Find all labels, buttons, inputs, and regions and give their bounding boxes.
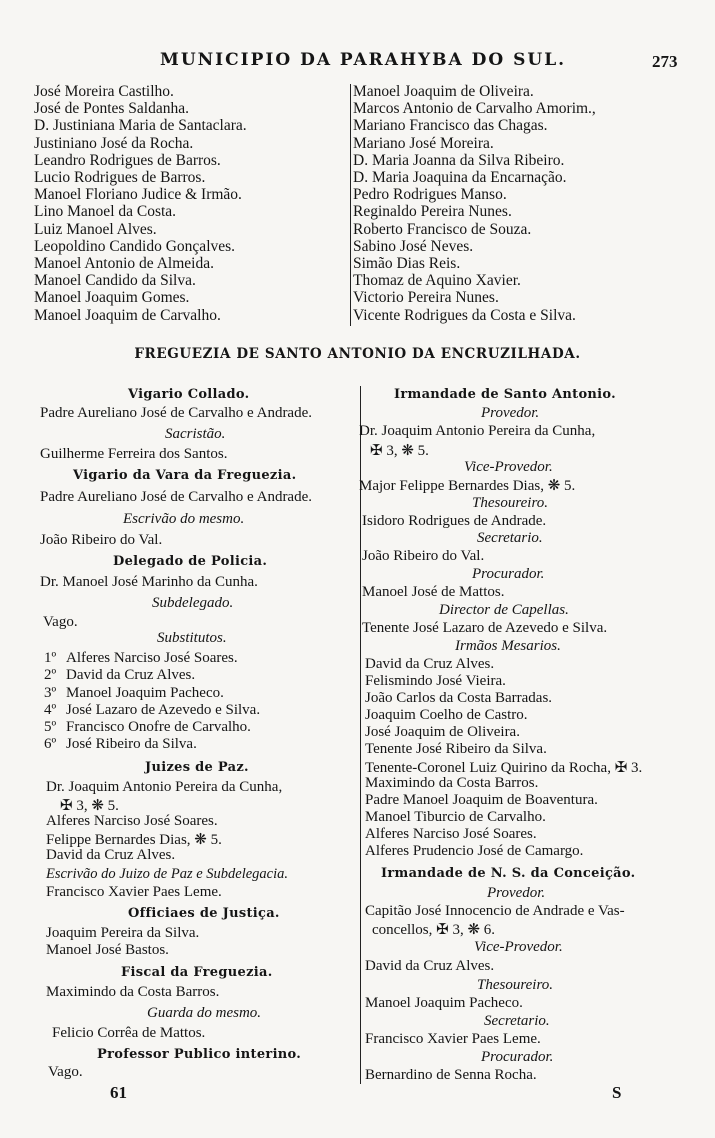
list-item: D. Maria Joanna da Silva Ribeiro. <box>353 151 565 169</box>
list-item: Thomaz de Aquino Xavier. <box>353 272 521 290</box>
list-item: Manoel Candido da Silva. <box>34 272 196 290</box>
list-item: Simão Dias Reis. <box>353 255 461 272</box>
list-item: Alferes Narciso José Soares. <box>365 826 537 842</box>
text-line: Padre Aureliano José de Carvalho e Andrade. <box>40 489 312 505</box>
text-line: concellos, ✠ 3, ❋ 6. <box>372 922 496 938</box>
list-item: Justiniano José da Rocha. <box>34 134 194 152</box>
ordinal: 5º <box>44 719 57 735</box>
heading-delegado: Delegado de Policia. <box>113 554 268 569</box>
heading-professor: Professor Publico interino. <box>97 1047 302 1062</box>
column-divider-top <box>350 84 351 326</box>
list-item: Manoel Floriano Judice & Irmão. <box>34 186 242 204</box>
subheading: Vice-Provedor. <box>474 939 563 955</box>
heading-vigario: Vigario Collado. <box>128 387 250 402</box>
text-line: David da Cruz Alves. <box>365 958 495 974</box>
heading-vara: Vigario da Vara da Freguezia. <box>73 468 297 483</box>
subheading: Provedor. <box>481 405 540 421</box>
text-line: Isidoro Rodrigues de Andrade. <box>362 513 547 529</box>
section-title: FREGUEZIA DE SANTO ANTONIO DA ENCRUZILHADA. <box>134 346 581 362</box>
text-line: David da Cruz Alves. <box>46 847 176 863</box>
subheading: Thesoureiro. <box>472 495 548 511</box>
list-item: Manoel Tiburcio de Carvalho. <box>365 809 546 825</box>
text-line: Francisco Xavier Paes Leme. <box>365 1031 541 1047</box>
subheading: Secretario. <box>477 530 543 546</box>
list-item: Mariano José Moreira. <box>353 134 494 152</box>
list-item: Victorio Pereira Nunes. <box>353 289 499 307</box>
page-number: 273 <box>652 52 678 71</box>
text-line: Vago. <box>43 614 78 630</box>
ordinal: 2º <box>44 667 57 683</box>
list-item: Tenente José Ribeiro da Silva. <box>365 741 547 757</box>
text-line: Francisco Onofre de Carvalho. <box>66 719 251 735</box>
subheading: Guarda do mesmo. <box>147 1005 262 1021</box>
text-line: Guilherme Ferreira dos Santos. <box>40 446 228 462</box>
text-line: Bernardino de Senna Rocha. <box>365 1067 537 1083</box>
list-item: Joaquim Coelho de Castro. <box>365 707 528 723</box>
text-line: Felicio Corrêa de Mattos. <box>52 1025 206 1041</box>
list-item: Maximindo da Costa Barros. <box>365 775 539 791</box>
subheading: Escrivão do mesmo. <box>123 511 245 527</box>
subheading: Substitutos. <box>157 630 227 646</box>
list-item: Reginaldo Pereira Nunes. <box>353 203 512 221</box>
list-item: Tenente-Coronel Luiz Quirino da Rocha, ✠ 3. <box>365 760 643 776</box>
text-line: Tenente José Lazaro de Azevedo e Silva. <box>362 620 608 636</box>
list-item: Roberto Francisco de Souza. <box>353 220 532 238</box>
text-line: Capitão José Innocencio de Andrade e Vas- <box>365 903 625 919</box>
subheading: Secretario. <box>484 1013 550 1029</box>
list-item: José de Pontes Saldanha. <box>34 100 189 118</box>
text-line: Major Felippe Bernardes Dias, ❋ 5. <box>359 478 576 494</box>
list-item: Manoel Joaquim de Carvalho. <box>34 306 221 324</box>
list-item: João Carlos da Costa Barradas. <box>365 690 553 706</box>
text-line: Alferes Narciso José Soares. <box>46 813 218 829</box>
subheading: Subdelegado. <box>152 595 234 611</box>
heading-fiscal: Fiscal da Freguezia. <box>121 965 273 980</box>
list-item: Luiz Manoel Alves. <box>34 220 157 238</box>
text-line: Manoel Joaquim Pacheco. <box>365 995 523 1011</box>
list-item: Padre Manoel Joaquim de Boaventura. <box>365 792 598 808</box>
subheading: Irmãos Mesarios. <box>455 638 561 654</box>
list-item: Mariano Francisco das Chagas. <box>353 117 548 135</box>
list-item: José Joaquim de Oliveira. <box>365 724 520 740</box>
ordinal: 6º <box>44 736 57 752</box>
text-line: Alferes Narciso José Soares. <box>66 650 238 666</box>
subheading: Sacristão. <box>165 426 226 442</box>
text-line: Manoel Joaquim Pacheco. <box>66 685 224 701</box>
list-item: Manoel Joaquim Gomes. <box>34 289 190 307</box>
text-line: ✠ 3, ❋ 5. <box>60 798 119 814</box>
text-line: Manoel José de Mattos. <box>362 584 505 600</box>
list-item: Leopoldino Candido Gonçalves. <box>34 237 236 255</box>
list-item: Felismindo José Vieira. <box>365 673 506 689</box>
ordinal: 4º <box>44 702 57 718</box>
list-item: Leandro Rodrigues de Barros. <box>34 151 221 169</box>
text-line: Maximindo da Costa Barros. <box>46 984 220 1000</box>
subheading: Procurador. <box>472 566 545 582</box>
list-item: Manoel Antonio de Almeida. <box>34 255 214 272</box>
list-item: Alferes Prudencio José de Camargo. <box>365 843 584 859</box>
heading-officiaes: Officiaes de Justiça. <box>128 906 280 921</box>
list-item: José Moreira Castilho. <box>34 83 174 100</box>
text-line: Francisco Xavier Paes Leme. <box>46 884 222 900</box>
running-header: MUNICIPIO DA PARAHYBA DO SUL. <box>160 50 567 70</box>
text-line: João Ribeiro do Val. <box>40 532 163 548</box>
subheading: Escrivão do Juizo de Paz e Subdelegacia. <box>46 866 289 882</box>
list-item: Sabino José Neves. <box>353 237 474 255</box>
list-item: David da Cruz Alves. <box>365 656 495 672</box>
text-line: Manoel José Bastos. <box>46 942 169 958</box>
ordinal: 3º <box>44 685 57 701</box>
text-line: José Ribeiro da Silva. <box>66 736 197 752</box>
text-line: David da Cruz Alves. <box>66 667 196 683</box>
signature-mark: S <box>612 1083 622 1102</box>
text-line: Felippe Bernardes Dias, ❋ 5. <box>46 832 222 848</box>
text-line: Dr. Manoel José Marinho da Cunha. <box>40 574 258 590</box>
list-item: Lino Manoel da Costa. <box>34 203 177 221</box>
subheading: Thesoureiro. <box>477 977 553 993</box>
text-line: José Lazaro de Azevedo e Silva. <box>66 702 261 718</box>
text-line: João Ribeiro do Val. <box>362 548 485 564</box>
list-item: D. Maria Joaquina da Encarnação. <box>353 169 567 186</box>
list-item: Pedro Rodrigues Manso. <box>353 186 507 204</box>
subheading: Vice-Provedor. <box>464 459 553 475</box>
heading-irmandade-conceicao: Irmandade de N. S. da Conceição. <box>381 866 636 881</box>
list-item: Lucio Rodrigues de Barros. <box>34 169 206 186</box>
list-item: Manoel Joaquim de Oliveira. <box>353 83 534 100</box>
text-line: ✠ 3, ❋ 5. <box>370 443 429 459</box>
folio-number: 61 <box>110 1083 127 1102</box>
text-line: Padre Aureliano José de Carvalho e Andrade. <box>40 405 312 421</box>
text-line: Joaquim Pereira da Silva. <box>46 925 200 941</box>
list-item: Vicente Rodrigues da Costa e Silva. <box>353 306 576 324</box>
ordinal: 1º <box>44 650 57 666</box>
text-line: Vago. <box>48 1064 83 1080</box>
subheading: Director de Capellas. <box>439 602 569 618</box>
heading-irmandade-santo-antonio: Irmandade de Santo Antonio. <box>394 387 616 402</box>
text-line: Dr. Joaquim Antonio Pereira da Cunha, <box>46 779 283 795</box>
subheading: Provedor. <box>487 885 546 901</box>
subheading: Procurador. <box>481 1049 554 1065</box>
list-item: Marcos Antonio de Carvalho Amorim., <box>353 100 596 118</box>
list-item: D. Justiniana Maria de Santaclara. <box>34 117 247 135</box>
text-line: Dr. Joaquim Antonio Pereira da Cunha, <box>359 423 596 439</box>
heading-juizes: Juizes de Paz. <box>145 760 249 775</box>
